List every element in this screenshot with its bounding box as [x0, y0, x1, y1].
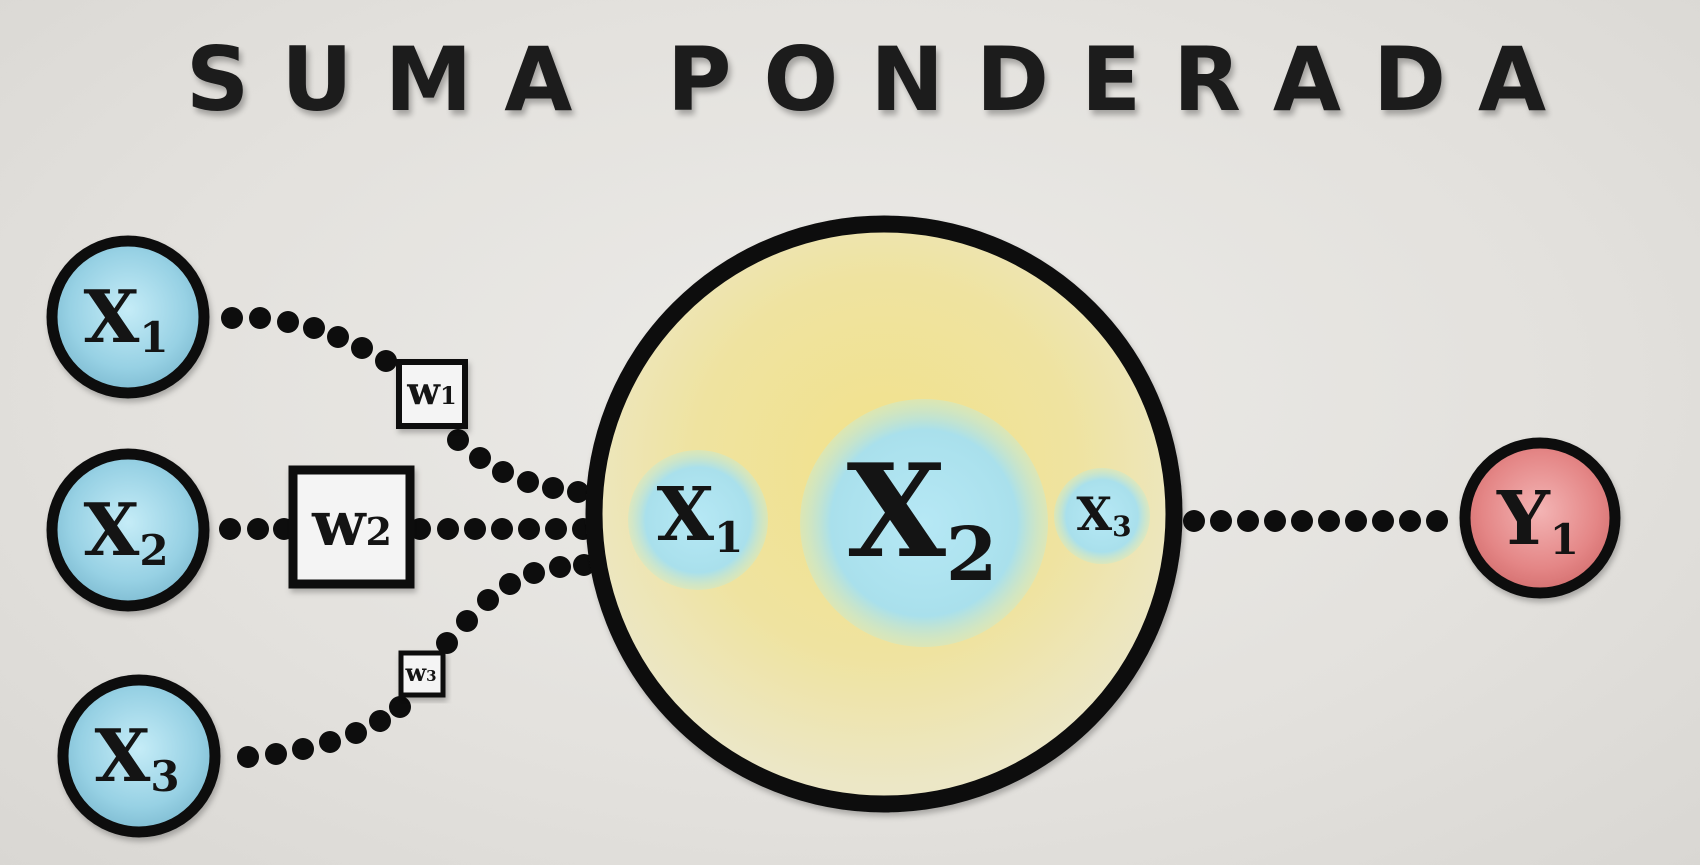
neuron — [594, 224, 1174, 804]
weight-w1 — [399, 362, 465, 426]
connection-output — [1183, 510, 1448, 532]
neuron-x2-label: X2 — [846, 437, 998, 598]
neuron-x3-label: X3 — [1076, 487, 1132, 543]
neuron-input-x3 — [1054, 468, 1150, 564]
input-node-x2 — [52, 454, 204, 606]
output-y1-label: Y1 — [1496, 476, 1580, 564]
neuron-input-x1 — [628, 450, 768, 590]
input-x2-label: X2 — [83, 487, 169, 575]
output-node-y1 — [1465, 443, 1615, 593]
neuron-input-x2 — [800, 399, 1048, 647]
input-node-x1 — [52, 241, 204, 393]
weight-w2-label: w2 — [312, 487, 392, 560]
input-x1-label: X1 — [83, 274, 169, 362]
weight-w3-label: w3 — [405, 658, 437, 687]
weight-w3 — [401, 653, 443, 695]
input-node-x3 — [63, 680, 215, 832]
weight-w2 — [293, 470, 410, 584]
input-x3-label: X3 — [94, 713, 180, 801]
page-title: SUMA PONDERADA — [185, 28, 1579, 131]
weight-w1-label: w1 — [407, 368, 457, 413]
neuron-x1-label: X1 — [656, 472, 744, 562]
